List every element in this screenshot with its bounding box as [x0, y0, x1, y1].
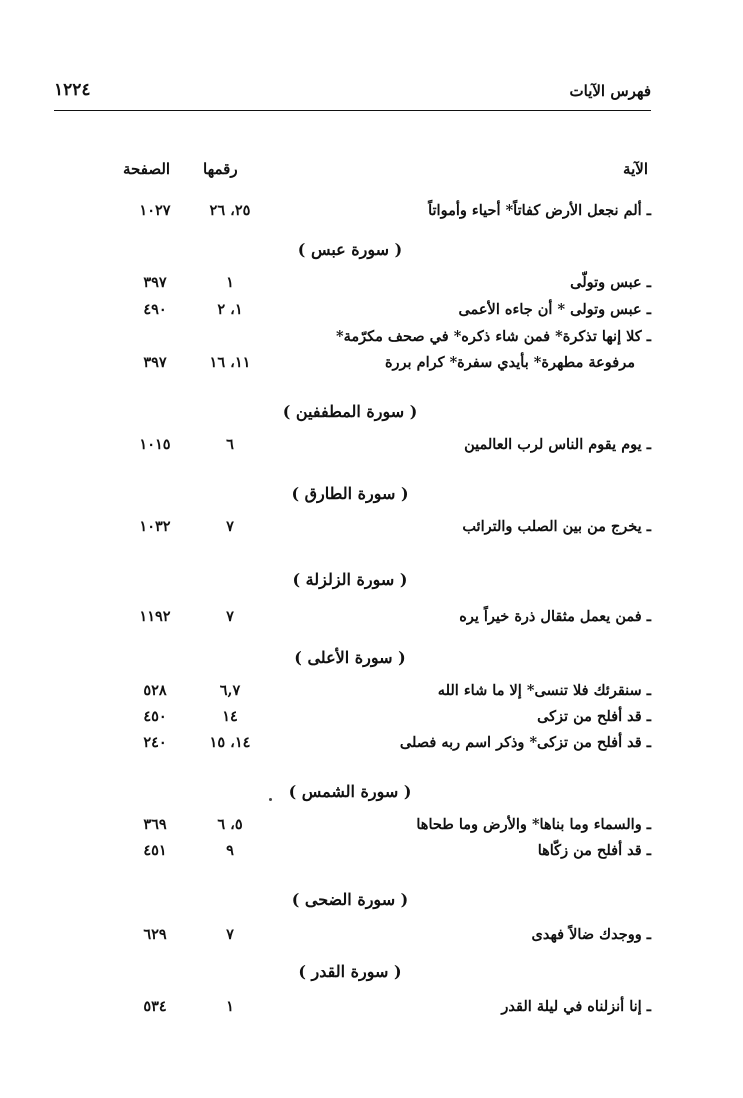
surah-heading: ( سورة الأعلى )	[294, 648, 406, 667]
verse-number: ٧	[226, 608, 234, 625]
index-row	[0, 708, 743, 734]
verse-number: ١	[226, 998, 234, 1015]
verse-number: ٥، ٦	[217, 816, 243, 833]
page-ref: ٣٦٩	[143, 816, 167, 833]
page-ref: ٣٩٧	[143, 354, 167, 371]
index-row	[0, 436, 743, 462]
verse-text: ـ قد أفلح من تزكى* وذكر اسم ربه فصلى	[399, 734, 651, 751]
running-header	[54, 78, 651, 106]
verse-number: ١١، ١٦	[209, 354, 251, 371]
index-row	[0, 518, 743, 544]
verse-number: ١٤	[222, 708, 238, 725]
page-ref: ٤٥٠	[143, 708, 167, 725]
index-row	[0, 202, 743, 228]
page-ref: ١٠١٥	[139, 436, 171, 453]
page-ref: ٢٤٠	[143, 734, 167, 751]
index-row	[0, 816, 743, 842]
verse-text: ـ إنا أنزلناه في ليلة القدر	[501, 998, 651, 1015]
stray-mark	[269, 798, 272, 801]
index-row	[0, 301, 743, 327]
verse-number: ٧	[226, 926, 234, 943]
surah-heading: ( سورة الطارق )	[291, 484, 409, 503]
index-row	[0, 354, 743, 380]
page-number: ١٢٢٤	[54, 80, 91, 100]
page-ref: ٥٢٨	[143, 682, 167, 699]
page-ref: ٤٥١	[143, 842, 167, 859]
verse-number: ٩	[226, 842, 234, 859]
surah-heading: ( سورة القدر )	[298, 962, 402, 981]
surah-heading: ( سورة الشمس )	[288, 782, 412, 801]
page-ref: ٦٢٩	[143, 926, 167, 943]
verse-number: ٧	[226, 518, 234, 535]
verse-text: ـ عبس وتولّى	[570, 274, 651, 291]
index-row	[0, 734, 743, 760]
surah-heading: ( سورة الزلزلة )	[292, 570, 408, 589]
index-row	[0, 998, 743, 1024]
surah-heading: ( سورة المطففين )	[282, 402, 418, 421]
verse-text: ـ ووجدك ضالاً فهدى	[531, 926, 651, 943]
index-row	[0, 328, 743, 354]
verse-text: ـ عبس وتولى * أن جاءه الأعمى	[458, 301, 651, 318]
index-row	[0, 842, 743, 868]
verse-number: ٦	[226, 436, 234, 453]
verse-text: ـ قد أفلح من زكّاها	[537, 842, 651, 859]
verse-number: ١٤، ١٥	[209, 734, 251, 751]
header-title: فهرس الآيات	[569, 82, 651, 100]
page-ref: ١١٩٢	[139, 608, 171, 625]
verse-number: ٢٥، ٢٦	[209, 202, 251, 219]
page-ref: ٥٣٤	[143, 998, 167, 1015]
verse-text: ـ كلا إنها تذكرة* فمن شاء ذكره* في صحف مكرّمة*	[335, 328, 651, 345]
header-rule	[54, 110, 651, 111]
verse-text: ـ فمن يعمل مثقال ذرة خيراً يره	[459, 608, 651, 625]
column-header-number: رقمها	[203, 160, 238, 178]
page-ref: ٤٩٠	[143, 301, 167, 318]
page-ref: ١٠٢٧	[139, 202, 171, 219]
column-headers	[0, 160, 743, 190]
surah-heading: ( سورة عبس )	[297, 240, 403, 259]
index-row	[0, 926, 743, 952]
verse-text: ـ قد أفلح من تزكى	[537, 708, 651, 725]
verse-number: ١، ٢	[217, 301, 243, 318]
column-header-verse: الآية	[623, 160, 648, 178]
verse-text: ـ يوم يقوم الناس لرب العالمين	[464, 436, 651, 453]
page-ref: ٣٩٧	[143, 274, 167, 291]
column-header-page: الصفحة	[123, 160, 171, 178]
verse-text: ـ ألم نجعل الأرض كفاتاً* أحياء وأمواتاً	[428, 202, 651, 219]
verse-number: ١	[226, 274, 234, 291]
surah-heading: ( سورة الضحى )	[291, 890, 409, 909]
index-row	[0, 608, 743, 634]
index-row	[0, 682, 743, 708]
verse-number: ٦,٧	[219, 682, 241, 699]
page-ref: ١٠٣٢	[139, 518, 171, 535]
verse-text: ـ والسماء وما بناها* والأرض وما طحاها	[416, 816, 651, 833]
index-row	[0, 274, 743, 300]
verse-text: ـ يخرج من بين الصلب والترائب	[462, 518, 651, 535]
verse-text-continuation: مرفوعة مطهرة* بأيدي سفرة* كرام بررة	[384, 354, 635, 371]
verse-text: ـ سنقرئك فلا تنسى* إلا ما شاء الله	[437, 682, 651, 699]
